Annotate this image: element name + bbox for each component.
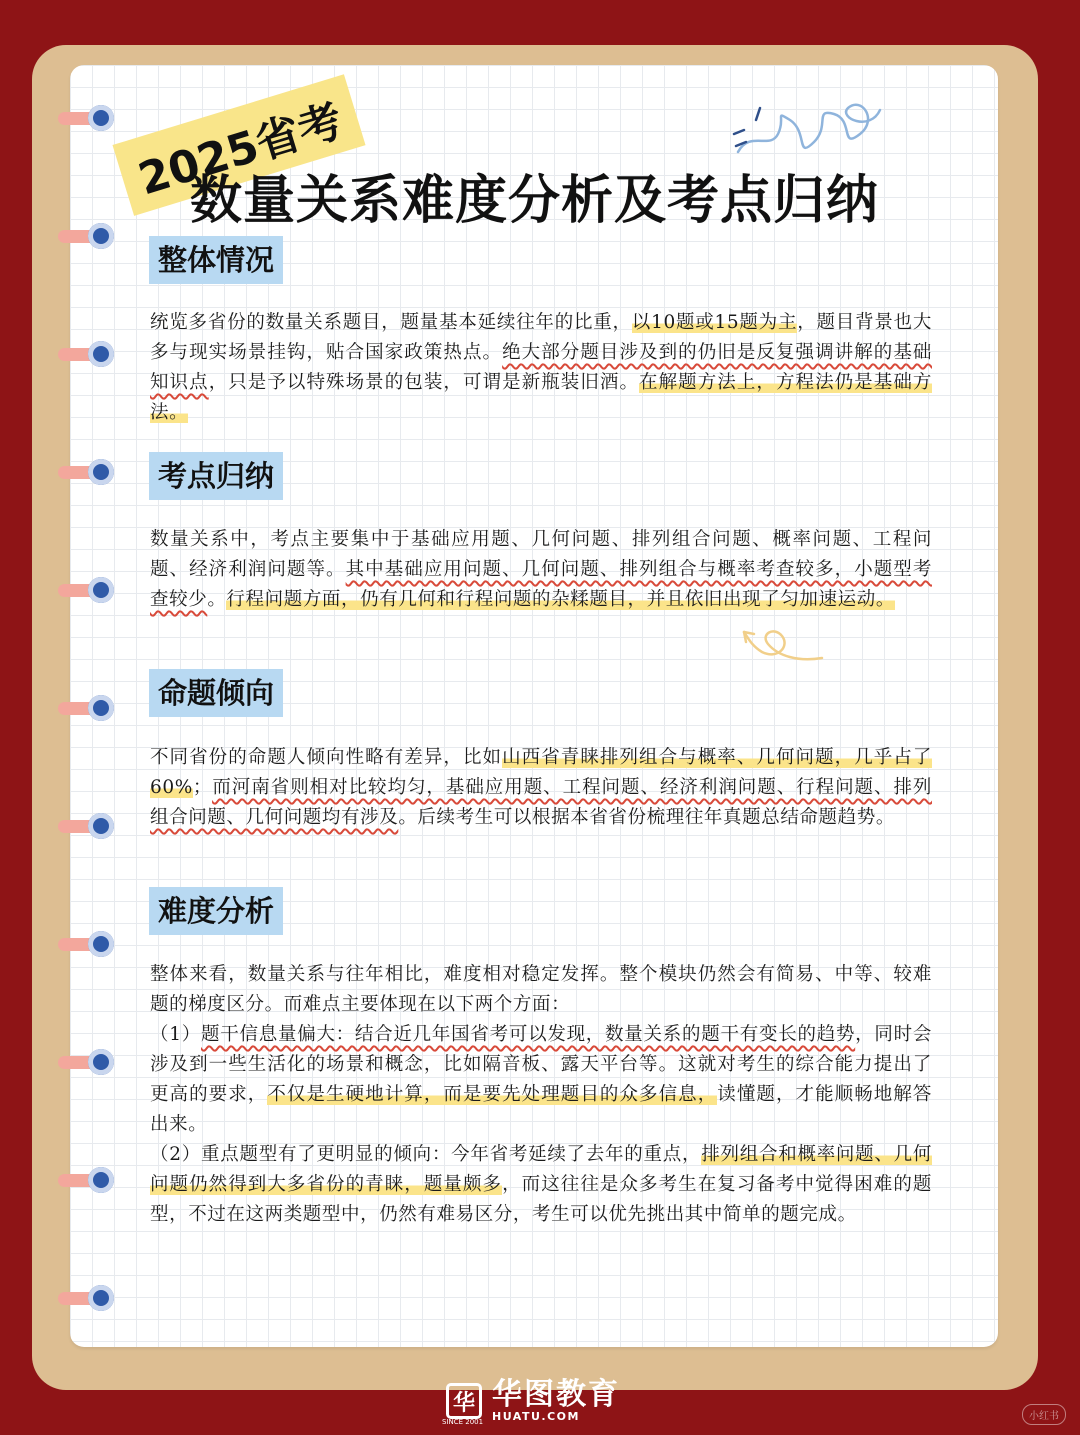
binder-ring — [58, 458, 114, 486]
paragraph — [150, 960, 932, 1020]
highlighted-text: 在解题方法上，方程法仍是基础方法。 — [150, 372, 932, 423]
text-run: 。后续考生可以根据本省省份梳理往年真题总结命题趋势。 — [398, 807, 895, 828]
watermark: 小红书 — [1022, 1404, 1066, 1425]
binder-ring — [58, 930, 114, 958]
page-title: 数量关系难度分析及考点归纳 — [190, 171, 880, 231]
text-run: 读懂题，才能顺畅地解答出来。 — [150, 1084, 932, 1135]
text-run: ； — [192, 777, 213, 798]
text-run: ，题目背景也大多与现实场景挂钩，贴合国家政策热点。 — [150, 312, 932, 363]
section-heading-trends: 命题倾向 — [149, 669, 283, 717]
underlined-text: 其中基础应用问题、几何问题、排列组合与概率考查较多，小题型考查较少 — [150, 559, 932, 610]
binder-ring — [58, 1048, 114, 1076]
binder-ring — [58, 104, 114, 132]
binder-ring — [58, 576, 114, 604]
text-run: 。 — [207, 589, 227, 610]
highlighted-text: 不仅是生硬地计算，而是要先处理题目的众多信息， — [267, 1084, 718, 1105]
binder-ring — [58, 222, 114, 250]
paragraph — [150, 1140, 932, 1230]
highlighted-text: 山西省青睐排列组合与概率、几何问题，几乎占了60% — [150, 747, 932, 798]
binder-ring — [58, 1166, 114, 1194]
underlined-text: 题干信息量偏大：结合近几年国省考可以发现，数量关系的题干有变长的趋势 — [201, 1024, 856, 1045]
binder-ring — [58, 340, 114, 368]
underlined-text: 绝大部分题目涉及到的仍旧是反复强调讲解的基础知识点 — [150, 342, 932, 393]
year-sticker: 2025省考 — [112, 74, 366, 216]
paragraph — [150, 308, 932, 428]
paragraph — [150, 525, 932, 615]
text-run: 数量关系中，考点主要集中于基础应用题、几何问题、排列组合问题、概率问题、工程问题、经济利润问题等。 — [150, 529, 932, 580]
brand-name: 华图教育 — [492, 1376, 620, 1412]
brand-logo — [442, 1376, 620, 1426]
highlighted-text: 行程问题方面，仍有几何和行程问题的杂糅题目，并且依旧出现了匀加速运动。 — [226, 589, 895, 610]
underlined-text: 而河南省则相对比较均匀，基础应用题、工程问题、经济利润问题、行程问题、排列组合问题、几何问题均有涉及 — [150, 777, 932, 828]
brand-since: SINCE 2001 — [442, 1418, 484, 1426]
section-heading-topics: 考点归纳 — [149, 452, 283, 500]
paragraph — [150, 1020, 932, 1140]
paragraph — [150, 743, 932, 833]
section-body — [150, 743, 932, 833]
section-heading-overview: 整体情况 — [149, 236, 283, 284]
binder-ring — [58, 1284, 114, 1312]
text-run: （2）重点题型有了更明显的倾向：今年省考延续了去年的重点， — [150, 1144, 702, 1165]
brand-url: HUATU.COM — [492, 1409, 580, 1423]
section-body — [150, 525, 932, 615]
text-run: ，而这往往是众多考生在复习备考中觉得困难的题型，不过在这两类题型中，仍然有难易区分，考生可以优先挑出其中简单的题完成。 — [150, 1174, 932, 1225]
binder-ring — [58, 812, 114, 840]
brand-mark-icon: 华 — [446, 1383, 482, 1419]
text-run: 统览多省份的数量关系题目，题量基本延续往年的比重， — [150, 312, 632, 333]
section-heading-difficulty: 难度分析 — [149, 887, 283, 935]
highlighted-text: 以10题或15题为主 — [631, 312, 798, 333]
arrow-doodle-icon — [738, 622, 828, 666]
section-body — [150, 960, 932, 1230]
text-run: ，同时会涉及到一些生活化的场景和概念，比如隔音板、露天平台等。这就对考生的综合能力提出了更高的要求， — [150, 1024, 932, 1105]
section-body — [150, 308, 932, 428]
text-run: 不同省份的命题人倾向性略有差异，比如 — [150, 747, 503, 768]
text-run: （1） — [150, 1024, 201, 1045]
highlighted-text: 排列组合和概率问题、几何问题仍然得到大多省份的青睐，题量颇多 — [150, 1144, 932, 1195]
text-run: ，只是予以特殊场景的包装，可谓是新瓶装旧酒。 — [208, 372, 640, 393]
binder-ring — [58, 694, 114, 722]
text-run: 整体来看，数量关系与往年相比，难度相对稳定发挥。整个模块仍然会有简易、中等、较难题的梯度区分。而难点主要体现在以下两个方面： — [150, 964, 932, 1015]
